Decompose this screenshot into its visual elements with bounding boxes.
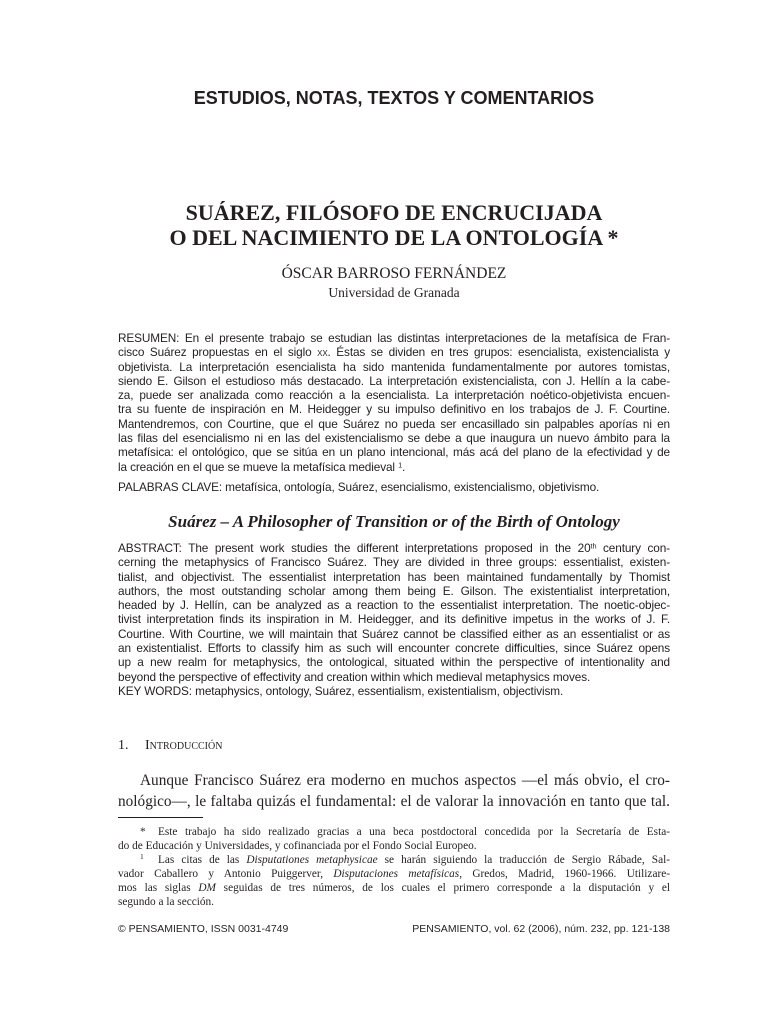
resumen-line: RESUMEN: En el presente trabajo se estudian las distintas interpretaciones de la metafísica de Fran- <box>118 331 670 345</box>
footer-copyright: © PENSAMIENTO, ISSN 0031-4749 <box>118 923 289 935</box>
footnote-text: Las citas de las <box>158 854 247 866</box>
resumen-line: siendo E. Gilson el estudioso más destacado. La interpretación existencialista, con J. Hellín a la cabe- <box>118 373 670 388</box>
page-footer <box>118 922 670 936</box>
footnote-italic-abbrev: DM <box>198 882 216 894</box>
resumen-line: Mantendremos, con Courtine, que el que Suárez no pueda ser encasillado sin palpables aporías ni en <box>118 416 670 431</box>
abstract-line: authors, the most outstanding scholar among them being E. Gilson. The existentialist interpretation, <box>118 583 670 598</box>
article-title-line: O DEL NACIMIENTO DE LA ONTOLOGÍA * <box>169 225 619 250</box>
footnote-separator <box>118 817 203 818</box>
resumen-text: cisco Suárez propuestas en el siglo <box>118 345 318 360</box>
footnote-line <box>118 853 670 867</box>
footnote-line <box>118 881 670 895</box>
footnote-text: se harán siguiendo la traducción de Sergio Rábade, Sal- <box>377 854 670 866</box>
footnote-italic-title: Disputaciones metafísicas <box>333 868 460 880</box>
footnote-text: vador Caballero y Antonio Puiggerver, <box>118 868 334 880</box>
footnote-text: Este trabajo ha sido realizado gracias a una beca postdoctoral concedida por la Secretaría de Esta- <box>158 826 670 838</box>
abstract-line: Courtine. With Courtine, we will maintain that Suárez cannot be classified either as an essentialist or as <box>118 626 670 641</box>
palabras-clave <box>118 480 670 494</box>
footnote-text: mos las siglas <box>118 882 199 894</box>
footnotes <box>118 825 670 909</box>
article-title-line: SUÁREZ, FILÓSOFO DE ENCRUCIJADA <box>185 200 603 225</box>
journal-section-heading: ESTUDIOS, NOTAS, TEXTOS Y COMENTARIOS <box>193 88 595 108</box>
section-number: 1. <box>118 738 129 753</box>
author-affiliation: Universidad de Granada <box>328 285 460 300</box>
abstract-line <box>118 541 670 555</box>
english-title: Suárez – A Philosopher of Transition or of the Birth of Ontology <box>168 512 620 531</box>
resumen-line <box>118 345 670 359</box>
footnote-italic-title: Disputationes metaphysicae <box>246 854 378 866</box>
footnote-marker: * <box>140 826 146 838</box>
footnote-text: , Gredos, Madrid, 1960-1966. Utilizare- <box>459 868 671 880</box>
resumen-line: objetivista. La interpretación esencialista ha sido mantenida fundamentalmente por autores tomistas, <box>118 359 670 374</box>
abstract-line: up a new realm for metaphysics, the ontological, situated within the perspective of intentionality and <box>118 655 670 670</box>
abstract-line: tivist interpretation finds its inspiration in M. Heidegger, and its definitive impetus in the works of J. F. <box>118 612 670 627</box>
footnote-reference: 1 <box>398 460 403 470</box>
resumen-line: za, puede ser analizada como reacción a la esencialista. La interpretación noético-objetivista encuen- <box>118 388 670 403</box>
key-words-line: KEY WORDS: metaphysics, ontology, Suárez, essentialism, existentialism, objectivism. <box>118 683 564 698</box>
section-heading <box>118 737 670 755</box>
body-line: nológico—, le faltaba quizás el fundamental: el de valorar la innovación en tanto que tal. <box>118 793 670 810</box>
section-title: Introducción <box>145 738 223 753</box>
body-line: Aunque Francisco Suárez era moderno en muchos aspectos —el más obvio, el cro- <box>140 772 670 789</box>
body-paragraph <box>118 770 670 812</box>
abstract-line: cerning the metaphysics of Francisco Suárez. They are divided in three groups: essentialist, existen- <box>118 555 670 570</box>
abstract-line: tialist, and objectivist. The essentialist interpretation has been maintained fundamentally by Thomist <box>118 569 670 584</box>
resumen-line: tra su fuente de inspiración en M. Heidegger y su impulso definitivo en los trabajos de J. F. Courtine. <box>118 402 670 417</box>
article-title <box>118 200 670 250</box>
resumen-paragraph <box>118 331 670 474</box>
footnote-line: do de Educación y Universidades, y cofinanciada por el Fondo Social Europeo. <box>118 840 477 852</box>
resumen-text: . Éstas se dividen en tres grupos: esencialista, existencialista y <box>327 345 670 360</box>
resumen-line: las filas del esencialismo ni en las del existencialismo se debe a que inaugura un nuevo ámbito para la <box>118 431 670 446</box>
footer-citation: PENSAMIENTO, vol. 62 (2006), núm. 232, pp. 121-138 <box>412 923 670 935</box>
abstract-paragraph <box>118 541 670 698</box>
author-name: ÓSCAR BARROSO FERNÁNDEZ <box>281 265 507 282</box>
abstract-text: century con- <box>596 541 670 555</box>
ordinal-suffix: th <box>590 541 597 551</box>
resumen-text: . <box>402 459 406 474</box>
footnote-marker: 1 <box>140 852 144 861</box>
footnote-text: seguidas de tres números, de los cuales el primero corresponde a la disputación y el <box>215 882 670 894</box>
resumen-line: metafísica: el ontológico, que se sitúa en un plano intencional, más acá del plano de la efectividad y de <box>118 445 670 460</box>
resumen-text: la creación en el que se mueve la metafísica medieval <box>118 459 399 474</box>
abstract-text: ABSTRACT: The present work studies the different interpretations proposed in the 20 <box>118 541 591 555</box>
century-numeral: xx <box>317 345 328 360</box>
footnote-line <box>118 825 670 839</box>
resumen-line <box>118 460 670 474</box>
footnote-line: segundo a la sección. <box>118 896 214 908</box>
abstract-line: an existentialist. Efforts to classify him as such will encounter concrete difficulties, since Suárez opens <box>118 641 670 656</box>
footnote-line <box>118 867 670 881</box>
abstract-line: headed by J. Hellín, can be analyzed as a reaction to the essentialist interpretation. The noetic-objec- <box>118 598 670 613</box>
abstract-line: beyond the perspective of effectivity and creation within which medieval metaphysics moves. <box>118 669 591 684</box>
palabras-clave-line: PALABRAS CLAVE: metafísica, ontología, Suárez, esencialismo, existencialismo, objetivismo. <box>118 480 600 494</box>
